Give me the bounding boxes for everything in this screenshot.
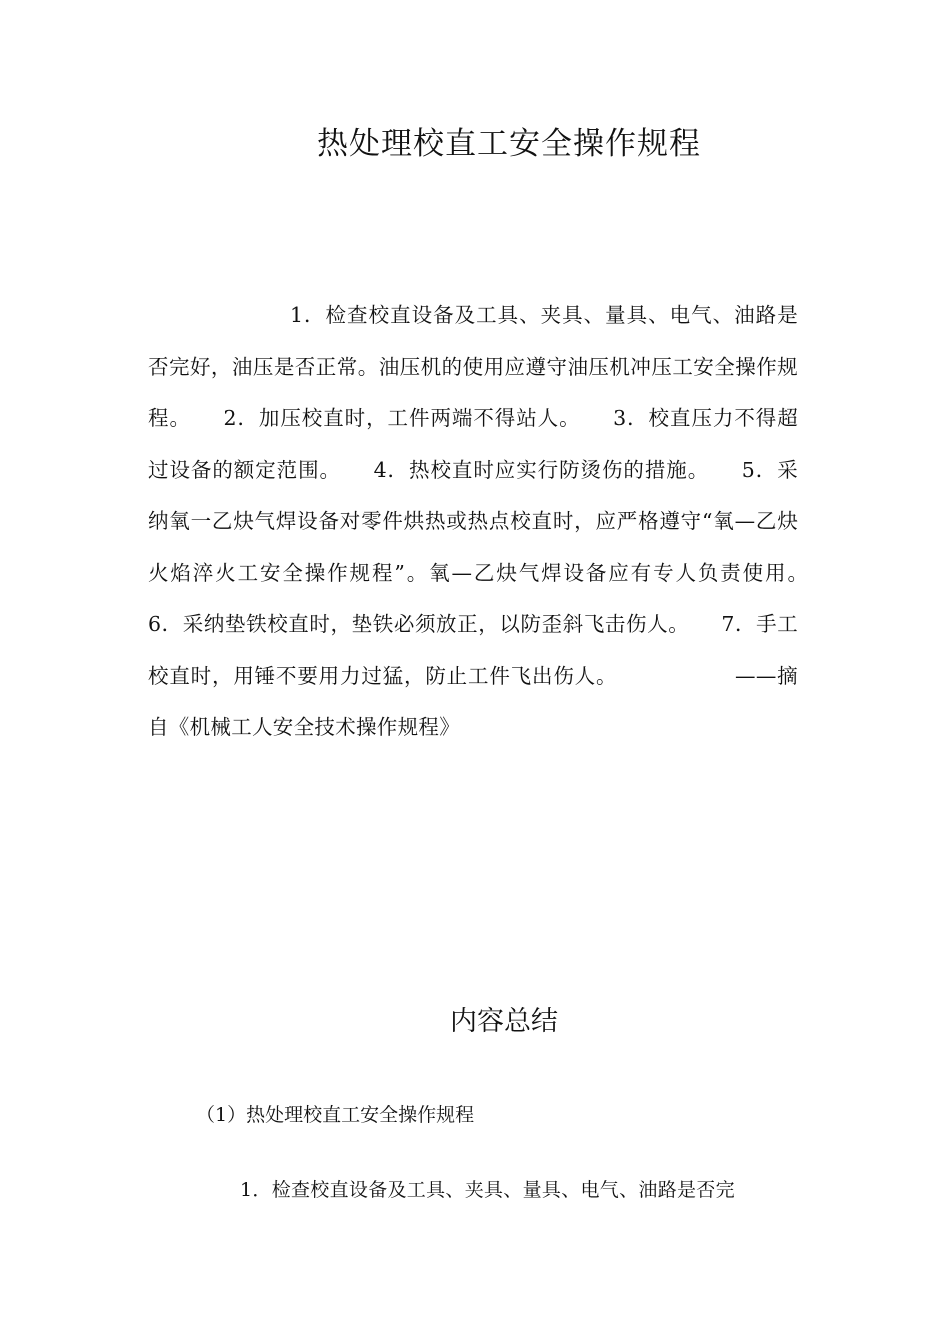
- document-body-text: 1．检查校直设备及工具、夹具、量具、电气、油路是否完好，油压是否正常。油压机的使用应遵守油压机冲压工安全操作规程。 2．加压校直时，工件两端不得站人。 3．校直压力不得超过设备的额定范围。 4．热校直时应实行防烫伤的措施。 5．采纳氧一乙炔气焊设备对零件烘热或热点校直时，应严格遵守“氧—乙炔火焰淬火工安全操作规程”。氧—乙炔气焊设备应有专人负责使用。 6．采纳垫铁校直时，垫铁必须放正，以防歪斜飞击伤人。 7．手工校直时，用锤不要用力过猛，防止工件飞出伤人。 ——摘自《机械工人安全技术操作规程》: [148, 303, 840, 739]
- summary-title-text: 内容总结: [450, 1006, 558, 1037]
- document-title-text: 热处理校直工安全操作规程: [317, 126, 701, 162]
- summary-item: （1）热处理校直工安全操作规程: [196, 1104, 475, 1126]
- document-title: [0, 122, 950, 166]
- document-body: [148, 290, 840, 754]
- summary-line: 1．检查校直设备及工具、夹具、量具、电气、油路是否完: [240, 1179, 735, 1201]
- summary-title: [0, 1002, 950, 1042]
